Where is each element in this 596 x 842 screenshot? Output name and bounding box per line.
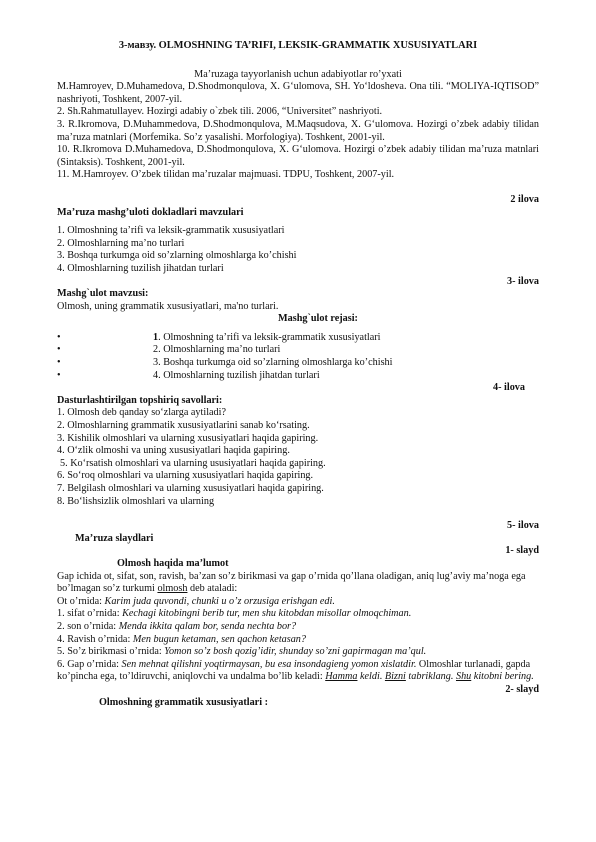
question-item: 5. Ko‘rsatish olmoshlari va ularning ususiyatlari haqida gapiring. <box>60 457 326 469</box>
question-item: 4. O‘zlik olmoshi va uning xususiyatlari haqida gapiring. <box>57 445 290 457</box>
questions-heading: Dasturlashtirilgan topshiriq savollari: <box>57 394 223 406</box>
bullet: • <box>57 331 61 343</box>
bullet: • <box>57 344 61 356</box>
example-line: 1. sifat o’rnida: Kechagi kitobingni berib tur, men shu kitobdan misollar olmoqchiman. <box>57 608 412 620</box>
plan-heading: Mashg`ulot rejasi: <box>278 313 358 325</box>
plan-item: • 3. Boshqa turkumga oid so’zlarning olmoshlarga ko’chishi <box>57 357 393 369</box>
slide-heading: Olmosh haqida ma’lumot <box>117 557 229 569</box>
literature-item: 10. R.Ikromova D.Muhamedova, D.Shodmonqulova, X. G‘ulomova. Hozirgi o’zbek adabiy tilidan ma’ruza matnlari (Sintaksis). Toshkent, 2001-yil. <box>57 144 539 168</box>
example-line: 4. Ravish o’rnida: Men bugun ketaman, sen qachon ketasan? <box>57 633 306 645</box>
plan-item: • 1. Olmoshning ta’rifi va leksik-grammatik xususiyatlari <box>57 331 381 343</box>
appendix-label: 4- ilova <box>493 382 525 394</box>
slide-intro: Gap ichida ot, sifat, son, ravish, ba’zan so’z birikmasi va gap o’rnida qo’llana oladigan, aniq lug’aviy ma’noga ega bo’lmagan so’z turkumi olmosh deb ataladi: <box>57 570 526 595</box>
question-item: 3. Kishilik olmoshlari va ularning xususiyatlari haqida gapiring. <box>57 432 319 444</box>
appendix-label: 2 ilova <box>510 193 539 205</box>
appendix-label: 5- ilova <box>507 520 539 532</box>
report-item: 2. Olmoshlarning ma’no turlari <box>57 237 185 249</box>
literature-heading: Ma’ruzaga tayyorlanish uchun adabiyotlar ro’yxati <box>194 68 402 80</box>
plan-item: • 4. Olmoshlarning tuzilish jihatdan turlari <box>57 369 320 381</box>
example-line: Ot o’rnida: Karim juda quvondi, chunki u o’z orzusiga erishgan edi. <box>57 595 335 607</box>
plan-item: • 2. Olmoshlarning ma’no turlari <box>57 344 281 356</box>
question-item: 2. Olmoshlarning grammatik xususiyatlarini sanab ko‘rsating. <box>57 420 310 432</box>
slide-heading: Olmoshning grammatik xususiyatlari : <box>99 696 268 708</box>
question-item: 6. So‘roq olmoshlari va ularning xususiyatlari haqida gapiring. <box>57 470 314 482</box>
example-line: 2. son o’rnida: Menda ikkita qalam bor, senda nechta bor? <box>57 620 297 632</box>
topic-text: Olmosh, uning grammatik xususiyatlari, ma'no turlari. <box>57 300 279 312</box>
topic-heading: Mashg`ulot mavzusi: <box>57 288 149 300</box>
literature-item: 11. M.Hamroyev. O’zbek tilidan ma’ruzalar majmuasi. TDPU, Toshkent, 2007-yil. <box>57 169 395 181</box>
report-item: 4. Olmoshlarning tuzilish jihatdan turlari <box>57 262 224 274</box>
slide-label: 2- slayd <box>505 683 539 695</box>
literature-item: M.Hamroyev, D.Muhamedova, D.Shodmonqulova, X. G‘ulomova, SH. Yo‘ldosheva. Ona tili. “MOLIYA-IQTISOD” nashriyoti, Toshkent, 2007-yil. <box>57 81 539 105</box>
bullet: • <box>57 357 61 369</box>
appendix-label: 3- ilova <box>507 275 539 287</box>
slides-heading: Ma’ruza slaydlari <box>75 532 154 544</box>
bullet: • <box>57 369 61 381</box>
slide-label: 1- slayd <box>505 545 539 557</box>
report-item: 3. Boshqa turkumga oid so’zlarning olmoshlarga ko’chishi <box>57 250 297 262</box>
document-title: 3-мавзу. OLMOSHNING TA’RIFI, LEKSIK-GRAMMATIK XUSUSIYATLARI <box>118 40 478 51</box>
reports-heading: Ma’ruza mashg’uloti dokladlari mavzulari <box>57 206 244 218</box>
example-line: 6. Gap o’rnida: Sen mehnat qilishni yoqtirmaysan, bu esa insondagieng yomon xislatdir. Olmoshlar turlanadi, gapda ko’pincha ega, to’ldiruvchi, aniqlovchi va undalma bo’lib keladi: Hamma keldi. Bizni tabriklang. Shu kitobni bering. <box>57 658 534 683</box>
question-item: 1. Olmosh deb qanday so‘zlarga aytiladi? <box>57 407 226 419</box>
example-line: 5. So’z birikmasi o’rnida: Yomon so’z bosh qozig’idir, shunday so’zni gapirmagan ma’qul. <box>57 646 427 658</box>
report-item: 1. Olmoshning ta’rifi va leksik-grammatik xususiyatlari <box>57 225 285 237</box>
literature-item: 3. R.Ikromova, D.Muhammedova, D.Shodmonqulova, M.Maqsudova, X. G‘ulomova. Hozirgi o’zbek adabiy tilidan ma’ruza matnlari (Morfemika. So’z yasalishi. Morfologiya). Toshkent, 2001-yil. <box>57 118 539 143</box>
literature-item: 2. Sh.Rahmatullayev. Hozirgi adabiy o`zbek tili. 2006, “Universitet” nashriyoti. <box>57 106 383 118</box>
question-item: 7. Belgilash olmoshlari va ularning xususiyatlari haqida gapiring. <box>57 483 324 494</box>
question-item: 8. Bo‘lishsizlik olmoshlari va ularning <box>57 495 215 507</box>
